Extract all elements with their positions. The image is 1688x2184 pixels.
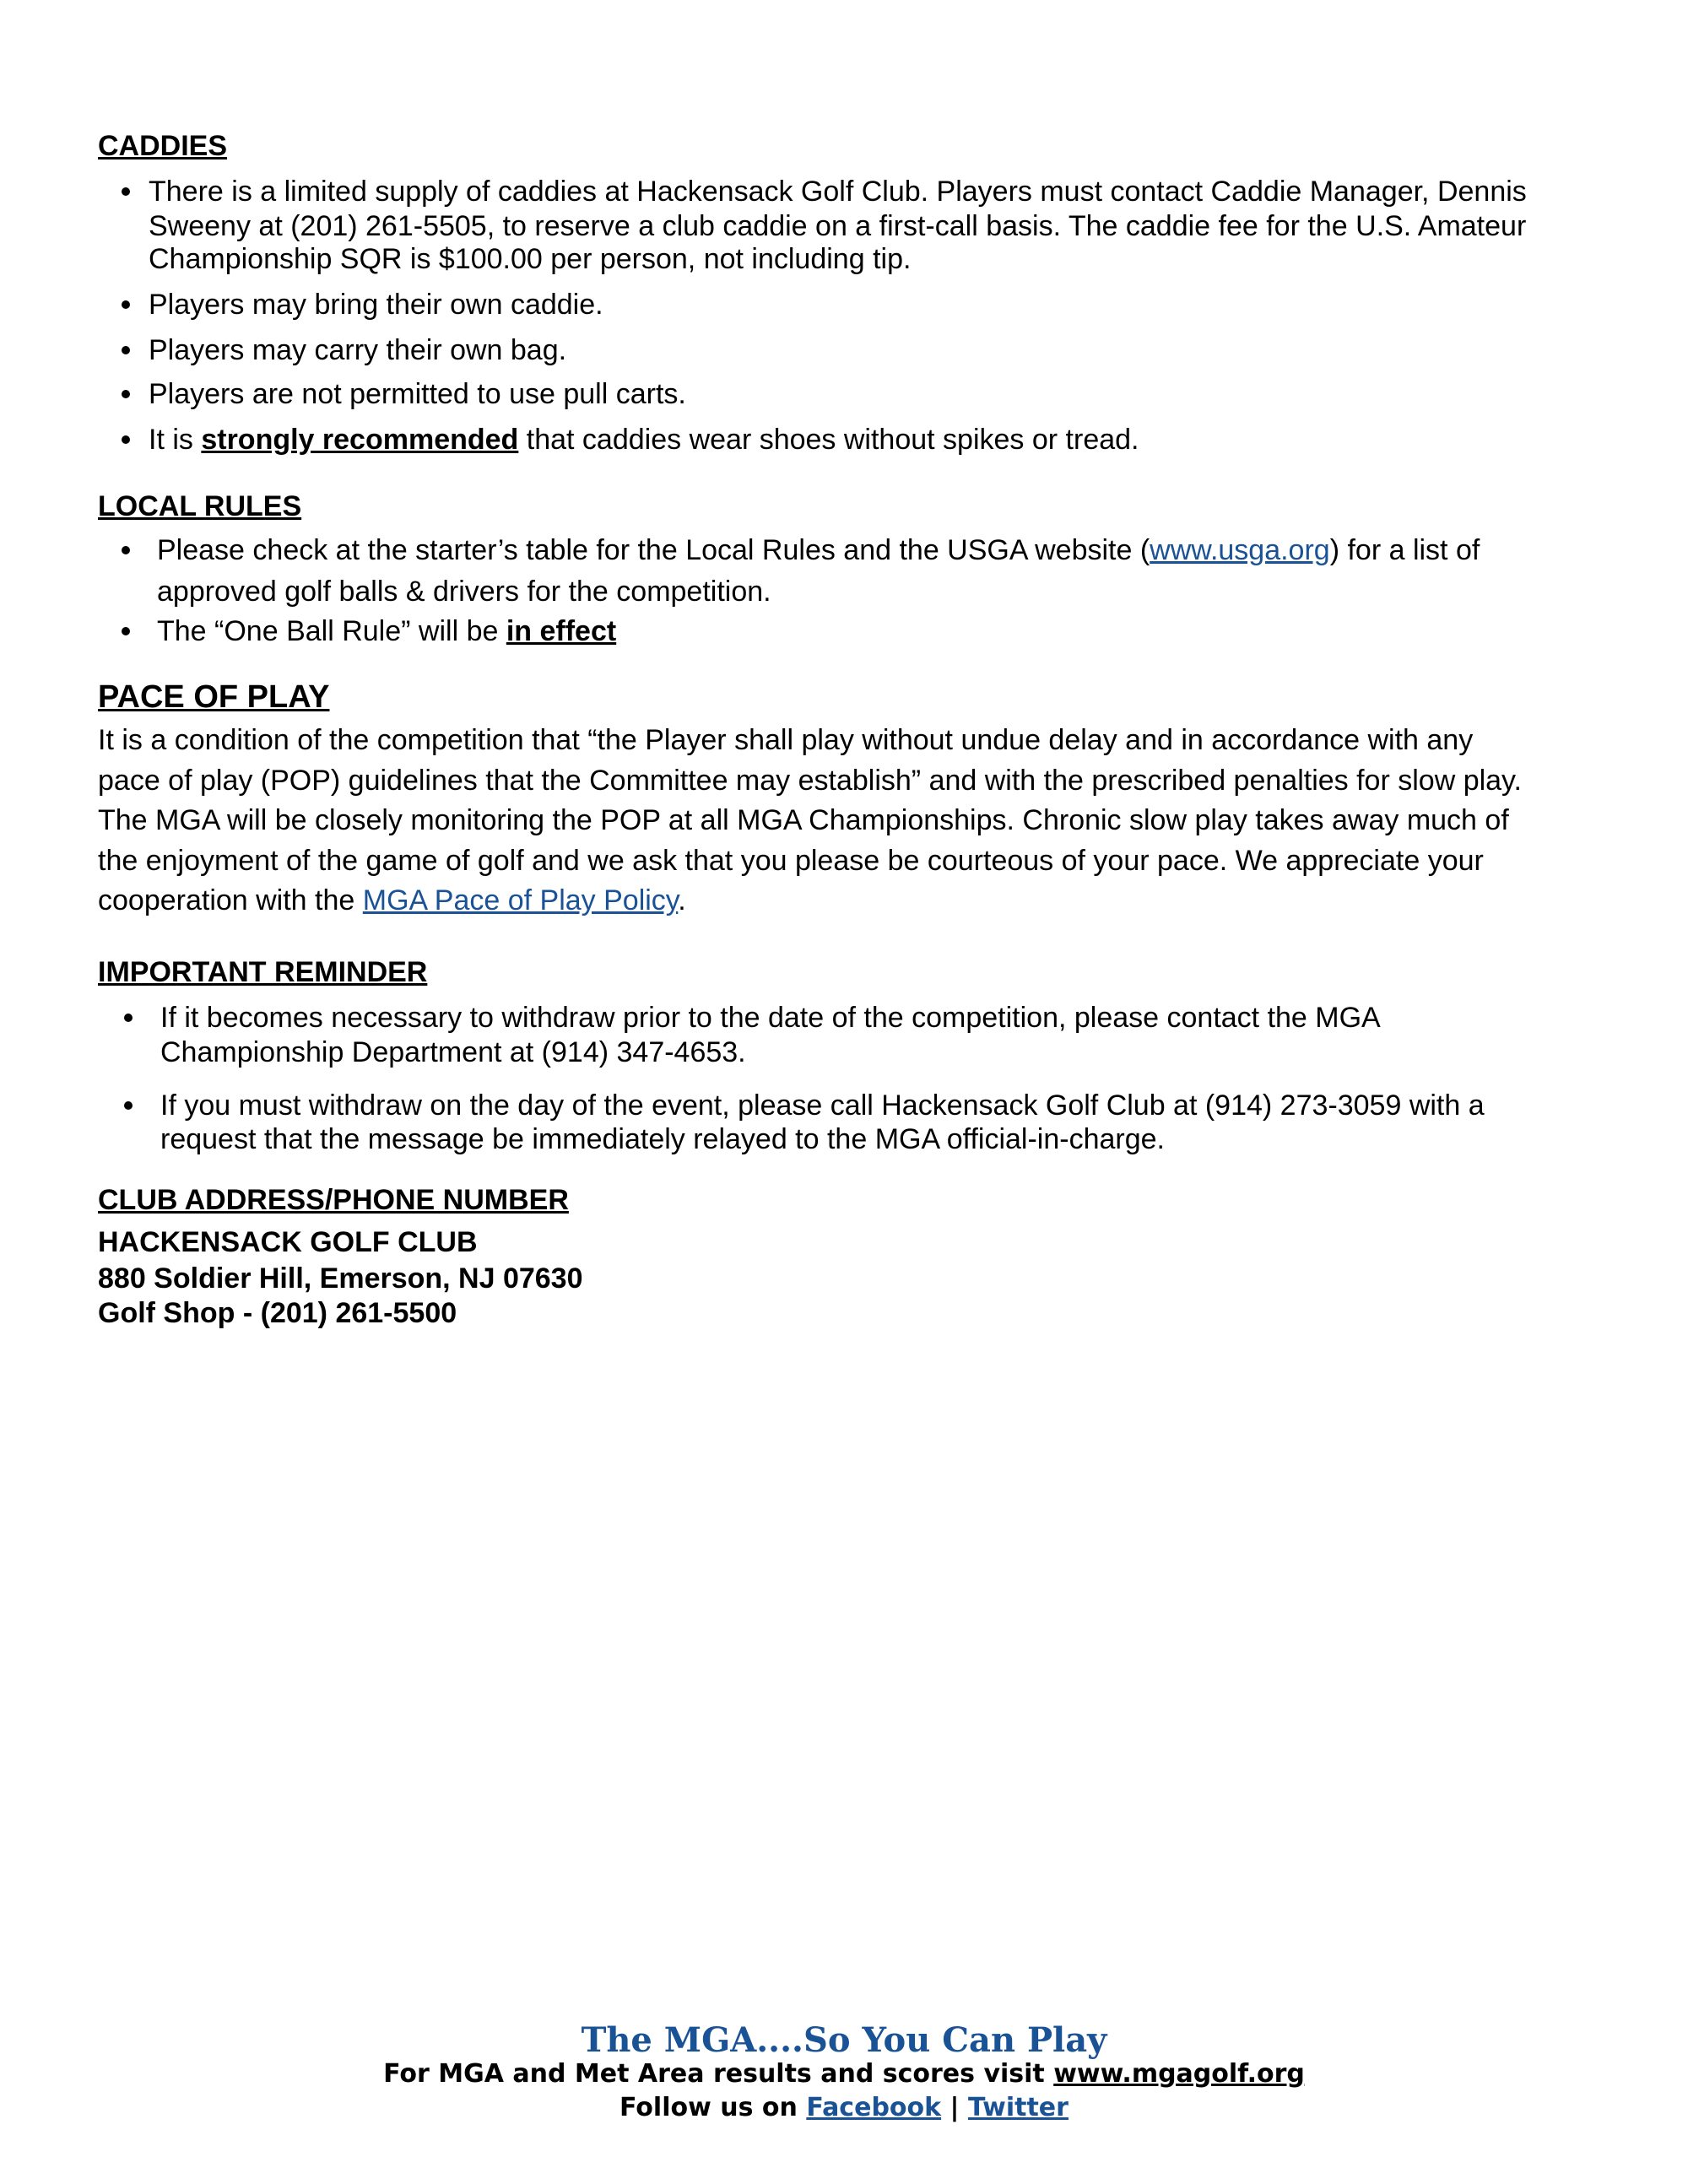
reminder-item-1-line2: Championship Department at (914) 347-4653. [160,1036,746,1068]
bullet-icon [124,1101,133,1110]
text: cooperation with the [98,884,363,916]
mgagolf-link[interactable]: www.mgagolf.org [1053,2059,1305,2089]
bullet-icon [122,390,130,398]
pace-policy-link[interactable]: MGA Pace of Play Policy [362,884,679,916]
caddies-item-1-line2: Sweeny at (201) 261-5505, to reserve a club caddie on a first-call basis. The caddie fee for the U.S. Amateur [149,210,1527,242]
caddies-heading: CADDIES [98,130,228,162]
text: The “One Ball Rule” will be [157,615,506,647]
club-address: 880 Soldier Hill, Emerson, NJ 07630 [98,1262,583,1295]
bullet-icon [122,300,130,309]
reminder-item-2-line2: request that the message be immediately relayed to the MGA official-in-charge. [160,1123,1165,1155]
text: ) for a list of [1329,534,1480,566]
emphasis: in effect [506,615,617,647]
club-name: HACKENSACK GOLF CLUB [98,1226,478,1258]
caddies-item-3: Players may carry their own bag. [149,334,567,366]
pace-line-2: pace of play (POP) guidelines that the Committee may establish” and with the prescribed penalties for slow play. [98,765,1522,797]
twitter-link[interactable]: Twitter [967,2093,1069,2122]
footer-tagline: The MGA....So You Can Play [581,2020,1107,2060]
usga-link[interactable]: www.usga.org [1150,534,1330,566]
club-phone: Golf Shop - (201) 261-5500 [98,1297,457,1329]
footer-visit [0,2059,1688,2089]
caddies-item-4: Players are not permitted to use pull carts. [149,378,686,410]
local-rules-heading: LOCAL RULES [98,490,302,522]
bullet-icon [122,346,130,354]
separator: | [941,2093,968,2122]
reminder-item-1-line1: If it becomes necessary to withdraw prior to the date of the competition, please contact the MGA [160,1002,1381,1034]
reminder-item-2-line1: If you must withdraw on the day of the event, please call Hackensack Golf Club at (914) 273-3059 with a [160,1089,1485,1122]
pace-line-3: The MGA will be closely monitoring the POP at all MGA Championships. Chronic slow play takes away much of [98,804,1509,836]
text: . [678,884,686,916]
bullet-icon [122,546,130,554]
bullet-icon [124,1014,133,1022]
text: Follow us on [619,2093,807,2122]
footer-follow [0,2093,1688,2122]
caddies-item-1-line1: There is a limited supply of caddies at Hackensack Golf Club. Players must contact Caddie Manager, Dennis [149,176,1527,208]
reminder-heading: IMPORTANT REMINDER [98,956,428,988]
local-rules-item-1 [157,533,1480,567]
pace-heading: PACE OF PLAY [98,679,330,715]
caddies-item-2: Players may bring their own caddie. [149,289,603,321]
text: that caddies wear shoes without spikes or tread. [518,424,1139,456]
bullet-icon [122,435,130,444]
pace-line-5 [98,884,686,917]
pace-line-4: the enjoyment of the game of golf and we ask that you please be courteous of your pace. We appreciate your [98,845,1484,877]
text: Please check at the starter’s table for the Local Rules and the USGA website ( [157,534,1150,566]
local-rules-item-1-line2: approved golf balls & drivers for the competition. [157,576,771,608]
bullet-icon [122,627,130,635]
local-rules-item-2 [157,614,616,648]
text: For MGA and Met Area results and scores visit [383,2059,1054,2089]
bullet-icon [122,187,130,196]
caddies-item-5 [149,423,1139,457]
emphasis: strongly recommended [201,424,519,456]
pace-line-1: It is a condition of the competition that “the Player shall play without undue delay and in accordance with any [98,724,1474,756]
text: It is [149,424,202,456]
facebook-link[interactable]: Facebook [806,2093,942,2122]
caddies-item-1-line3: Championship SQR is $100.00 per person, not including tip. [149,243,912,275]
club-heading: CLUB ADDRESS/PHONE NUMBER [98,1184,569,1216]
